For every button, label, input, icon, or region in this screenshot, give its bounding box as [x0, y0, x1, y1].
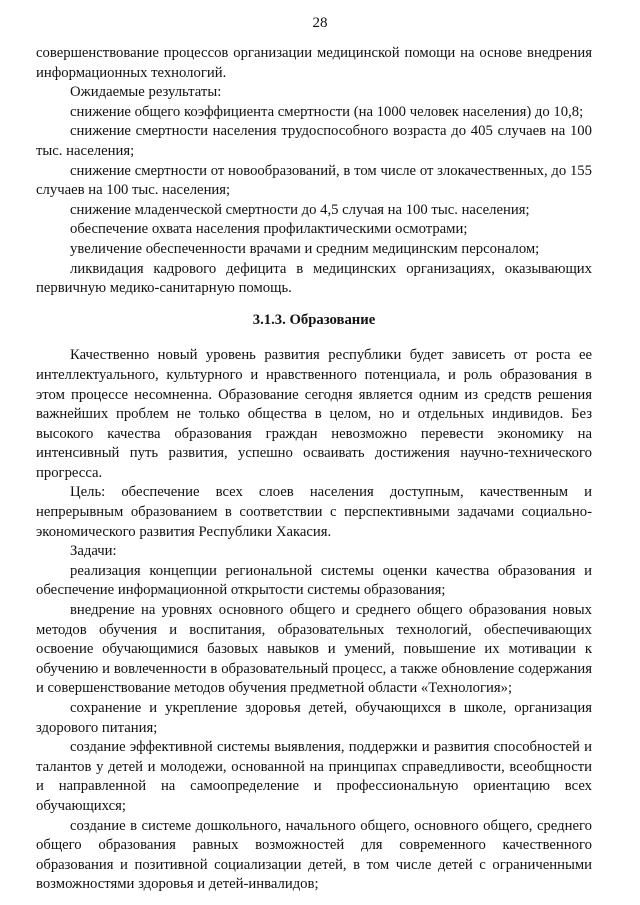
- list-item: обеспечение охвата населения профилактическими осмотрами;: [70, 221, 468, 238]
- paragraph: Качественно новый уровень развития республики будет зависеть от роста ее интеллектуального, культурного и нравственного потенциала, и роль образования в этом процессе несомненна. Образование сегодня является одним из средств решения важнейших проблем не только общества в целом, но и отдельных индивидов. Без высокого качества образования граждан невозможно перевести экономику на интенсивный путь развития, успешно осваивать достижения научно-технического прогресса.: [36, 347, 592, 481]
- list-item: увеличение обеспеченности врачами и средним медицинским персоналом;: [70, 240, 540, 257]
- list-item: снижение смертности от новообразований, в том числе от злокачественных, до 155 случаев на 100 тыс. населения;: [36, 162, 592, 199]
- page-content: [36, 44, 592, 895]
- section-heading: 3.1.3. Образование: [252, 311, 376, 328]
- paragraph: Цель: обеспечение всех слоев населения доступным, качественным и непрерывным образованием в соответствии с перспективными задачами социально-экономического развития Республики Хакасия.: [36, 484, 592, 540]
- list-item: снижение общего коэффициента смертности (на 1000 человек населения) до 10,8;: [70, 103, 584, 120]
- list-item: сохранение и укрепление здоровья детей, обучающихся в школе, организация здорового питания;: [36, 700, 592, 736]
- list-item: снижение смертности населения трудоспособного возраста до 405 случаев на 100 тыс. населения;: [36, 123, 592, 159]
- list-item: реализация концепции региональной системы оценки качества образования и обеспечение информационной открытости системы образования;: [36, 562, 592, 599]
- page-number: 28: [312, 15, 328, 31]
- list-item: ликвидация кадрового дефицита в медицинских организациях, оказывающих первичную медико-санитарную помощь.: [36, 260, 592, 297]
- list-item: создание эффективной системы выявления, поддержки и развития способностей и талантов у детей и молодежи, основанной на принципах справедливости, всеобщности и направленной на самоопределение и профессиональную ориентацию всех обучающихся;: [36, 739, 592, 814]
- list-item: создание в системе дошкольного, начального общего, основного общего, среднего общего образования равных возможностей для современного качественного образования и позитивной социализации детей, в том числе детей с ограниченными возможностями здоровья и детей-инвалидов;: [36, 817, 592, 893]
- paragraph: Задачи:: [70, 543, 117, 560]
- paragraph: совершенствование процессов организации медицинской помощи на основе внедрения информационных технологий.: [36, 45, 592, 81]
- paragraph: Ожидаемые результаты:: [70, 84, 222, 101]
- list-item: снижение младенческой смертности до 4,5 случая на 100 тыс. населения;: [70, 201, 530, 218]
- list-item: внедрение на уровнях основного общего и среднего общего образования новых методов обучения и воспитания, образовательных технологий, обеспечивающих освоение обучающимися базовых навыков и умений, повышение их мотивации к обучению и вовлеченности в образовательный процесс, а также обновление содержания и совершенствование методов обучения предметной области «Технология»;: [36, 602, 592, 697]
